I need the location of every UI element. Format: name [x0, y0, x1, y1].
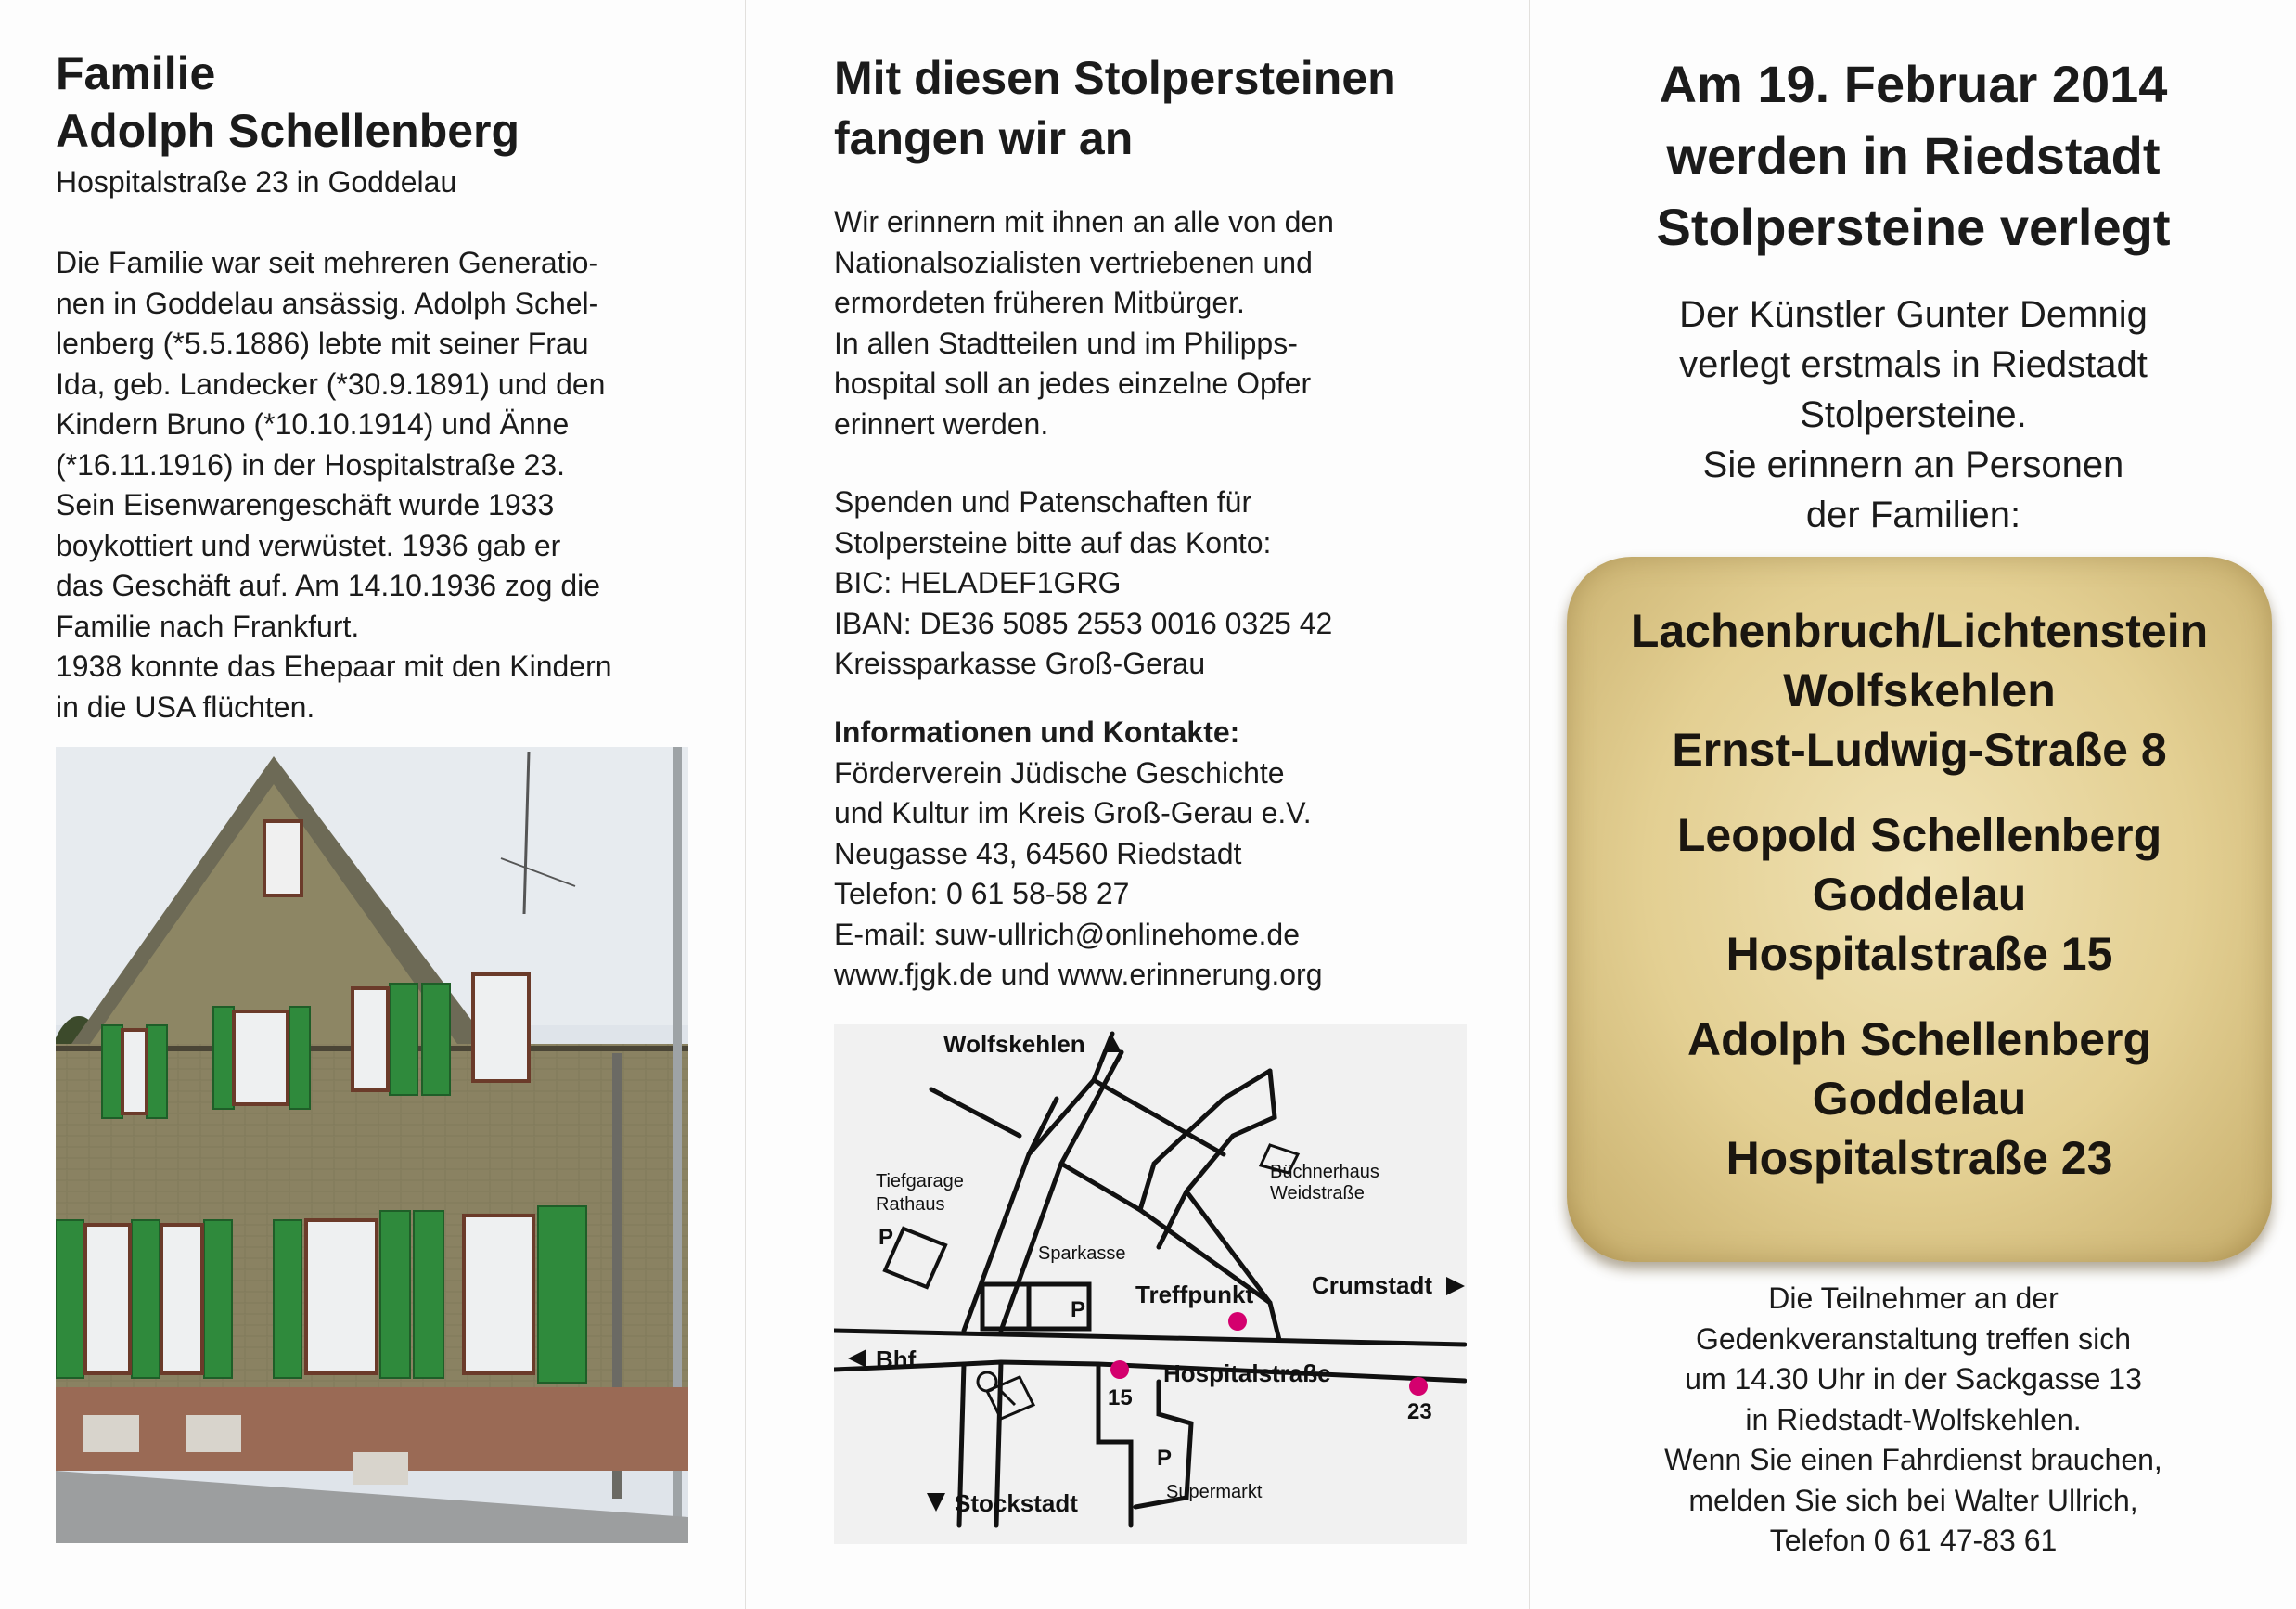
- map-label-wolfskehlen: Wolfskehlen: [943, 1030, 1085, 1058]
- family-address: Hospitalstraße 23 in Goddelau: [56, 165, 457, 199]
- middle-panel: [745, 0, 1530, 1609]
- right-panel: [1529, 0, 2296, 1609]
- svg-text:Büchnerhaus: Büchnerhaus: [1270, 1162, 1379, 1182]
- event-intro: Der Künstler Gunter Demnig verlegt erstmals in Riedstadt Stolpersteine. Sie erinnern an Personen der Familien:: [1679, 294, 2148, 535]
- stone-entry-adolph: Adolph Schellenberg Goddelau Hospitalstraße 23: [1687, 1013, 2152, 1184]
- middle-title: Mit diesen Stolpersteinen fangen wir an: [834, 52, 1396, 164]
- contact-paragraph: Informationen und Kontakte: Förderverein Jüdische Geschichte und Kultur im Kreis Groß-Gerau e.V. Neugasse 43, 64560 Riedstadt Telefon: 0 61 58-58 27 E-mail: suw-ullrich@onlinehome.de www.fjgk.de und www.erinnerung.org: [834, 713, 1483, 996]
- donation-paragraph: Spenden und Patenschaften für Stolpersteine bitte auf das Konto: BIC: HELADEF1GRG IBAN: DE36 5085 2553 0016 0325 42 Kreissparkasse Groß-Gerau: [834, 485, 1333, 680]
- map-label-stockstadt: Stockstadt: [955, 1489, 1078, 1517]
- website-text: www.fjgk.de und www.erinnerung.org: [834, 958, 1323, 991]
- house-photo: [56, 747, 688, 1543]
- stolperstein-plate: [1567, 557, 2272, 1262]
- left-panel: [0, 0, 745, 1609]
- email-text: E-mail: suw-ullrich@onlinehome.de: [834, 917, 1301, 951]
- family-title: Familie Adolph Schellenberg: [56, 47, 520, 157]
- event-details: Die Teilnehmer an der Gedenkveranstaltung treffen sich um 14.30 Uhr in der Sackgasse 13 in Riedstadt-Wolfskehlen. Wenn Sie einen Fahrdienst brauchen, melden Sie sich bei Walter Ullrich, Telefon 0 61 47-83 61: [1664, 1281, 2162, 1557]
- map-label-treffpunkt: Treffpunkt: [1135, 1281, 1254, 1308]
- svg-text:P: P: [1071, 1297, 1086, 1322]
- map-label-supermarkt: Supermarkt: [1166, 1482, 1263, 1502]
- stone-entry-lachenbruch: Lachenbruch/Lichtenstein Wolfskehlen Ernst-Ludwig-Straße 8: [1630, 605, 2209, 776]
- map-label-bhf: Bhf.: [876, 1345, 923, 1373]
- family-text: Die Familie war seit mehreren Generatio- nen in Goddelau ansässig. Adolph Schel- lenberg (*5.5.1886) lebte mit seiner Frau Ida, geb. Landecker (*30.9.1891) und den Kindern Bruno (*10.10.1914) und Änne (*16.11.1916) in der Hospitalstraße 23. Sein Eisenwarengeschäft wurde 1933 boykottiert und verwüstet. 1936 gab er das Geschäft auf. Am 14.10.1936 zog die Familie nach Frankfurt. 1938 konnte das Ehepaar mit den Kindern in die USA flüchten.: [56, 246, 612, 724]
- location-map: [834, 1024, 1467, 1544]
- stolperstein-list: [1567, 601, 2272, 1214]
- svg-text:Tiefgarage: Tiefgarage: [876, 1171, 964, 1191]
- svg-text:Weidstraße: Weidstraße: [1270, 1183, 1365, 1204]
- map-label-sparkasse: Sparkasse: [1038, 1243, 1126, 1264]
- svg-text:P: P: [1157, 1446, 1173, 1471]
- svg-text:23: 23: [1407, 1399, 1432, 1424]
- map-label-crumstadt: Crumstadt: [1312, 1271, 1433, 1299]
- stone-entry-leopold: Leopold Schellenberg Goddelau Hospitalstraße 15: [1676, 809, 2162, 980]
- event-title: Am 19. Februar 2014 werden in Riedstadt Stolpersteine verlegt: [1656, 55, 2171, 256]
- intro-paragraph: Wir erinnern mit ihnen an alle von den Nationalsozialisten vertriebenen und ermordeten früheren Mitbürger. In allen Stadtteilen und im Philipps- hospital soll an jedes einzelne Opfer erinnert werden.: [834, 205, 1334, 441]
- svg-text:Rathaus: Rathaus: [876, 1194, 945, 1215]
- map-label-hospitalstrasse: Hospitalstraße: [1163, 1359, 1331, 1387]
- contact-heading: Informationen und Kontakte:: [834, 715, 1240, 749]
- svg-text:15: 15: [1108, 1385, 1133, 1410]
- svg-text:P: P: [879, 1225, 894, 1250]
